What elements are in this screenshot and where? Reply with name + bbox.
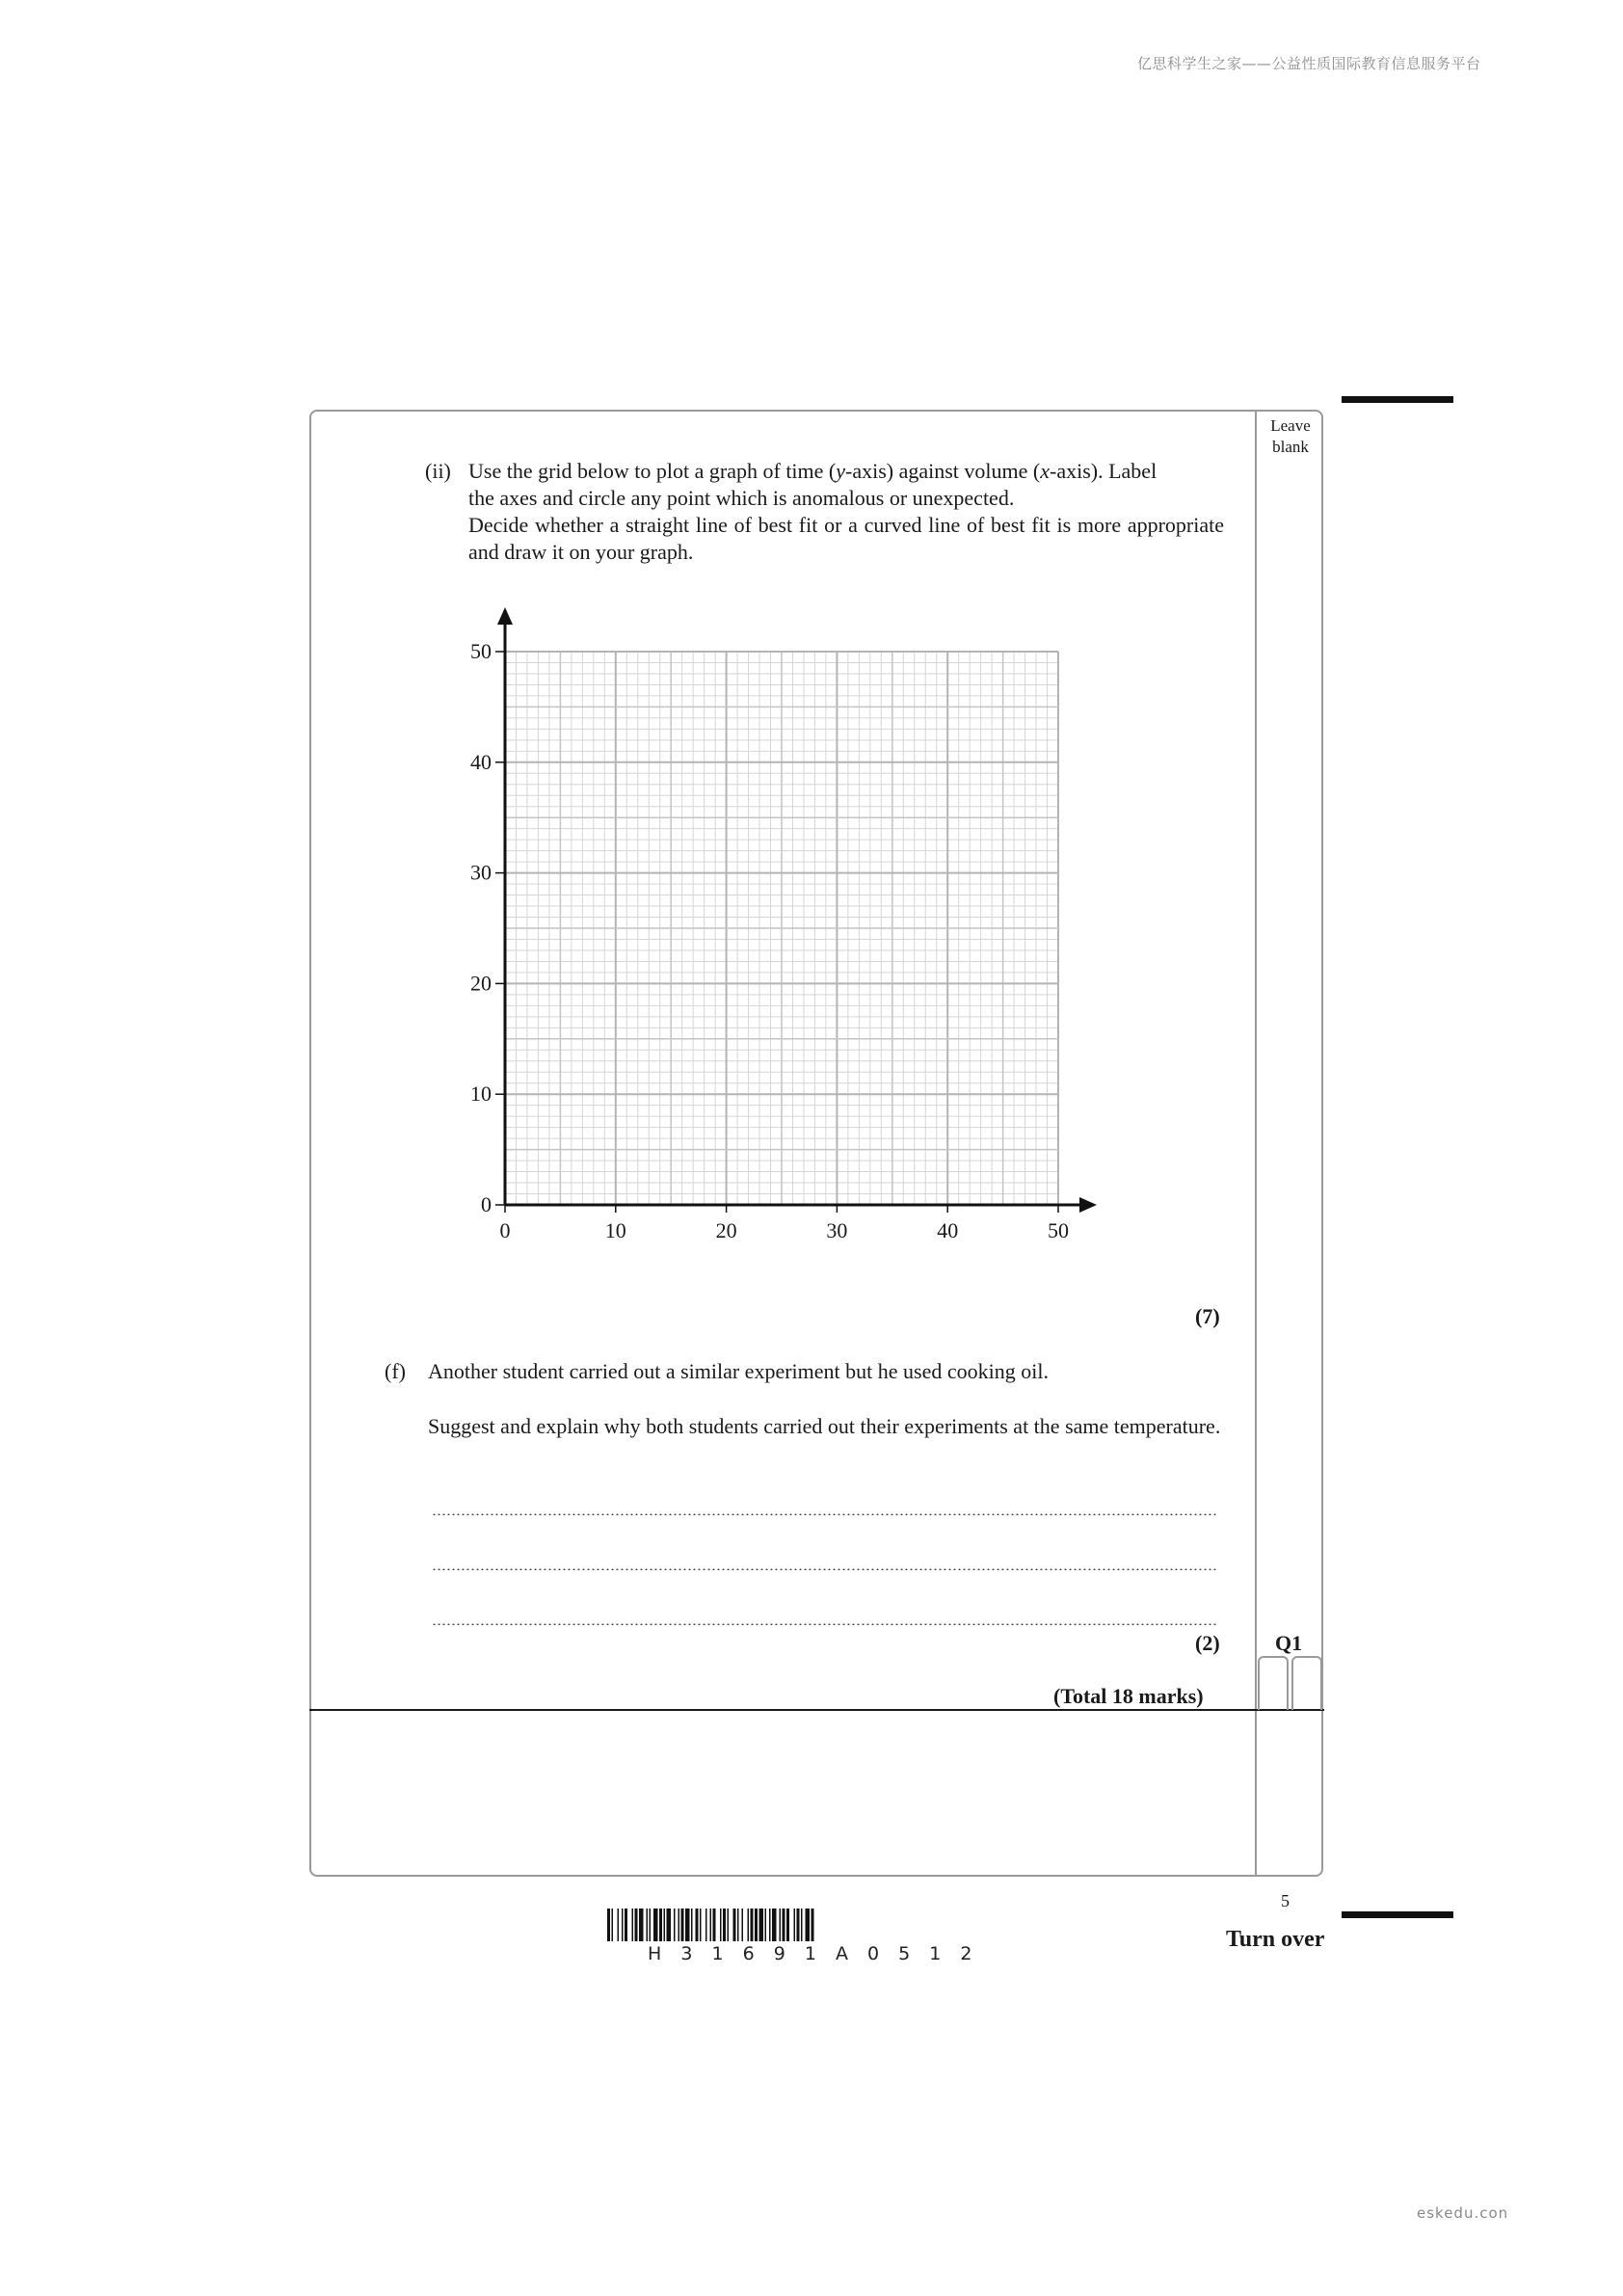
barcode-bar (664, 1909, 666, 1941)
barcode-bar (691, 1909, 693, 1941)
graph-grid[interactable] (443, 607, 1099, 1253)
barcode-bar (737, 1909, 739, 1941)
y-tick-label: 40 (470, 749, 492, 774)
barcode-bar (632, 1909, 634, 1941)
part-f-line2: Suggest and explain why both students carried out their experiments at the same temperature. (428, 1414, 1221, 1438)
axes (495, 607, 1097, 1213)
barcode-bar (625, 1909, 627, 1941)
barcode-bar (650, 1909, 652, 1941)
barcode-bar (667, 1909, 672, 1941)
barcode-bar (713, 1909, 716, 1941)
barcode-bar (812, 1909, 814, 1941)
barcode-bar (622, 1909, 624, 1941)
barcode-bar (783, 1909, 785, 1941)
barcode-bar (742, 1909, 744, 1941)
x-tick-label: 20 (715, 1218, 737, 1242)
page-number: 5 (1281, 1891, 1290, 1910)
grid-major-lines (505, 652, 1058, 1205)
x-tick-label: 0 (499, 1218, 511, 1242)
q1-mark-box-left[interactable] (1258, 1656, 1289, 1710)
part-ii-question (468, 458, 1224, 566)
part-f-label: (f) (385, 1359, 406, 1383)
part-ii-line2: the axes and circle any point which is anomalous or unexpected. (468, 486, 1015, 510)
y-tick-label: 10 (470, 1081, 492, 1107)
part-ii-line1: Use the grid below to plot a graph of time (y-axis) against volume (x-axis). Label (468, 459, 1157, 483)
part-ii-label: (ii) (425, 459, 451, 483)
barcode-bar (647, 1909, 649, 1941)
answer-line-1[interactable] (432, 1513, 1217, 1515)
barcode-bar (723, 1909, 726, 1941)
answer-line-2[interactable] (432, 1568, 1217, 1570)
y-tick-label: 0 (481, 1192, 492, 1216)
barcode-bar (607, 1909, 610, 1941)
barcode-bar (794, 1909, 796, 1941)
leave-blank-label (1257, 415, 1324, 458)
barcode-bar (786, 1909, 789, 1941)
barcode-bar (797, 1909, 800, 1941)
top-margin-bar (1342, 396, 1453, 403)
question-end-rule (309, 1709, 1324, 1711)
x-axis-arrow (1079, 1197, 1097, 1213)
barcode-bar (720, 1909, 722, 1941)
barcode-bar (696, 1909, 699, 1941)
barcode-text: H 3 1 6 9 1 A 0 5 1 2 (648, 1943, 972, 1964)
barcode-bar (618, 1909, 620, 1941)
barcode-bar (674, 1909, 676, 1941)
bottom-margin-bar (1342, 1911, 1453, 1918)
turn-over: Turn over (1226, 1927, 1325, 1952)
y-tick-label: 20 (470, 971, 492, 996)
barcode-bar (769, 1909, 771, 1941)
part-ii-marks: (7) (1195, 1304, 1220, 1328)
barcode-bar (653, 1909, 658, 1941)
barcode-bar (772, 1909, 777, 1941)
barcode-bars (607, 1909, 814, 1941)
barcode (607, 1909, 1027, 1947)
x-tick-label: 10 (604, 1218, 626, 1242)
barcode-bar (635, 1909, 638, 1941)
barcode-bar (685, 1909, 690, 1941)
barcode-bar (678, 1909, 680, 1941)
answer-line-3[interactable] (432, 1623, 1217, 1625)
x-tick-label: 50 (1048, 1218, 1069, 1242)
total-marks: (Total 18 marks) (1053, 1684, 1204, 1708)
header-note: 亿思科学生之家——公益性质国际教育信息服务平台 (1137, 55, 1481, 72)
footer-note: eskedu.con (1417, 2204, 1509, 2222)
barcode-bar (710, 1909, 712, 1941)
barcode-bar (728, 1909, 730, 1941)
barcode-bar (806, 1909, 811, 1941)
barcode-bar (765, 1909, 767, 1941)
barcode-bar (748, 1909, 750, 1941)
x-tick-label: 40 (937, 1218, 959, 1242)
barcode-bar (733, 1909, 736, 1941)
part-ii-line3: Decide whether a straight line of best fit or a curved line of best fit is more appropriate and draw it on your graph. (468, 513, 1224, 564)
barcode-bar (780, 1909, 782, 1941)
barcode-bar (705, 1909, 707, 1941)
margin-divider (1255, 411, 1257, 1876)
blank-label: blank (1272, 438, 1309, 456)
barcode-bar (639, 1909, 644, 1941)
part-f-marks: (2) (1195, 1631, 1220, 1655)
x-tick-label: 30 (826, 1218, 848, 1242)
y-tick-label: 50 (470, 639, 492, 663)
part-f-line1: Another student carried out a similar experiment but he used cooking oil. (428, 1359, 1049, 1383)
barcode-bar (759, 1909, 764, 1941)
leave-label: Leave (1270, 416, 1311, 435)
y-axis-arrow (497, 607, 513, 625)
y-tick-label: 30 (470, 860, 492, 885)
barcode-bar (755, 1909, 758, 1941)
barcode-bar (612, 1909, 614, 1941)
barcode-bar (659, 1909, 662, 1941)
barcode-bar (681, 1909, 684, 1941)
barcode-bar (700, 1909, 702, 1941)
q1-label: Q1 (1275, 1631, 1303, 1655)
barcode-bar (751, 1909, 754, 1941)
q1-mark-box-right[interactable] (1291, 1656, 1322, 1710)
barcode-bar (801, 1909, 803, 1941)
